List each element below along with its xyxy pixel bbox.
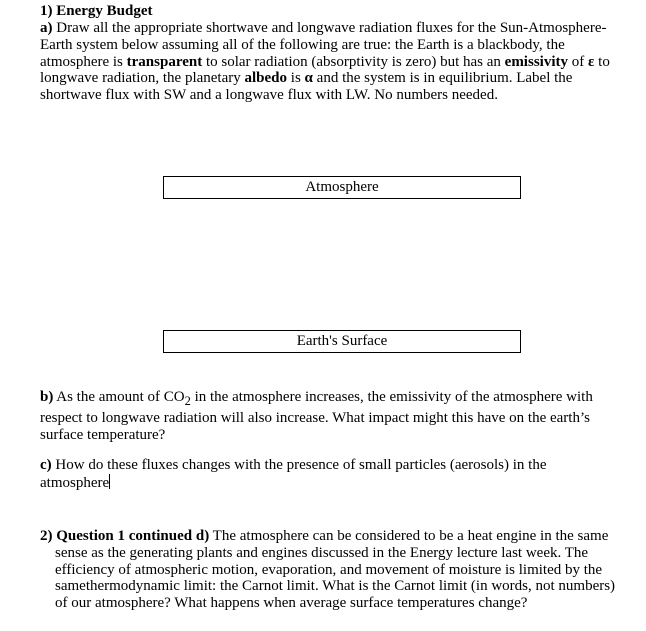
part-a-text-1: Draw all the appropriate shortwave and longwave radiation fluxes for the Sun-Atmosphere-Earth system below assuming all of the following are true: the Earth is a blackbody, the atmosphere is — [40, 20, 607, 70]
part-b-label: b) — [40, 389, 54, 405]
question-1c-text[interactable] — [40, 457, 615, 492]
question-1a-text — [40, 20, 615, 104]
part-b-text-1: As the amount of CO — [53, 389, 185, 405]
part-a-text-3: of — [567, 53, 588, 70]
part-c-text: How do these fluxes changes with the presence of small particles (aerosols) in the atmosphere — [40, 457, 547, 491]
atmosphere-box: Atmosphere — [163, 176, 521, 199]
question-2-text — [40, 528, 625, 612]
co2-subscript: 2 — [184, 394, 191, 408]
part-a-label: a) — [40, 20, 53, 36]
question-1b-text — [40, 389, 615, 443]
part-a-bold-albedo: albedo — [244, 70, 288, 87]
part-a-text-6: and the system is in equilibrium. Label the shortwave flux with SW and a longwave flux with LW. No numbers needed. — [40, 70, 573, 104]
part-a-text-4: to longwave radiation, the planetary — [40, 53, 610, 87]
part-a-text-5: is — [287, 70, 305, 87]
part-a-text-2: to solar radiation (absorptivity is zero) but has an — [202, 53, 505, 70]
part-c-label: c) — [40, 457, 52, 473]
part-a-bold-transparent: transparent — [126, 53, 203, 70]
question-2-body: The atmosphere can be considered to be a heat engine in the same sense as the generating plants and engines discussed in the Energy lecture last week. The efficiency of atmospheric motion, evaporation, and movement of moisture is limited by the samethermodynamic limit: the Carnot limit. What is the Carnot limit (in words, not numbers) of our atmosphere? What happens when average surface temperatures change? — [55, 528, 616, 612]
earth-surface-box: Earth's Surface — [163, 330, 521, 353]
part-a-bold-alpha: α — [304, 70, 313, 87]
part-a-bold-emissivity: emissivity — [504, 53, 568, 70]
part-a-bold-epsilon: ε — [587, 53, 595, 70]
text-cursor — [109, 474, 110, 489]
question-1-title: 1) Energy Budget — [40, 3, 153, 19]
question-2-label: 2) Question 1 continued d) — [40, 528, 210, 544]
part-b-text-2: in the atmosphere increases, the emissivity of the atmosphere with respect to longwave radiation will also increase. What impact might this have on the earth’s surface temperature? — [40, 389, 593, 443]
